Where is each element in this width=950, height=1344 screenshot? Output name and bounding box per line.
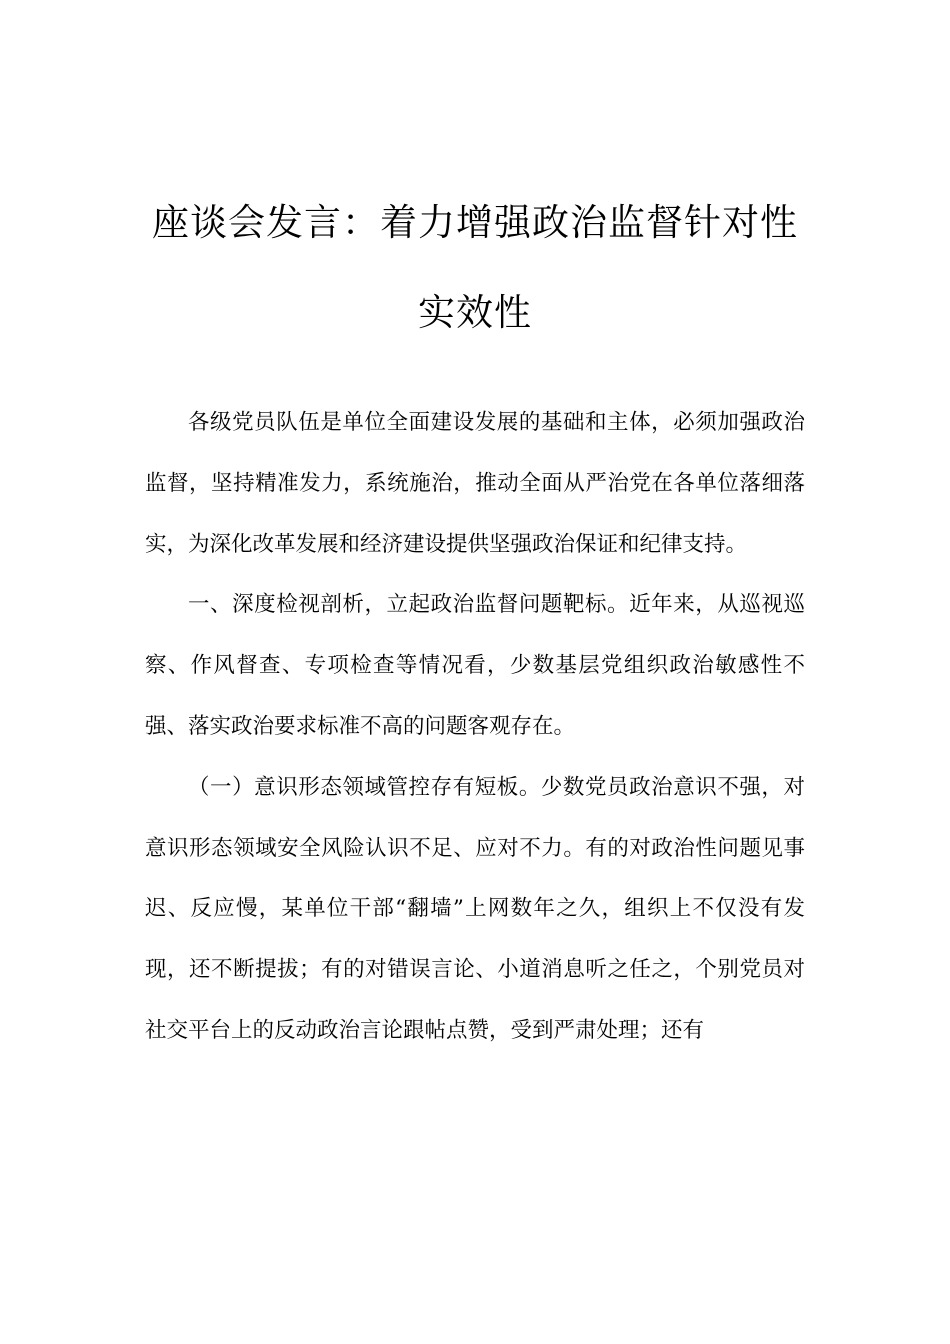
paragraph-intro: 各级党员队伍是单位全面建设发展的基础和主体，必须加强政治监督，坚持精准发力，系统施治，推动全面从严治党在各单位落细落实，为深化改革发展和经济建设提供坚强政治保证和纪律支持。 [145,410,805,557]
paragraph-section-one: 一、深度检视剖析，立起政治监督问题靶标。近年来，从巡视巡察、作风督查、专项检查等情况看，少数基层党组织政治敏感性不强、落实政治要求标准不高的问题客观存在。 [145,592,805,739]
document-body [145,393,805,1062]
document-title: 座谈会发言：着力增强政治监督针对性实效性 [152,201,798,334]
paragraph-subsection-one: （一）意识形态领域管控存有短板。少数党员政治意识不强，对意识形态领域安全风险认识不足、应对不力。有的对政治性问题见事迟、反应慢，某单位干部“翻墙”上网数年之久，组织上不仅没有发现，还不断提拔；有的对错误言论、小道消息听之任之，个别党员对社交平台上的反动政治言论跟帖点赞，受到严肃处理；还有 [145,774,805,1043]
